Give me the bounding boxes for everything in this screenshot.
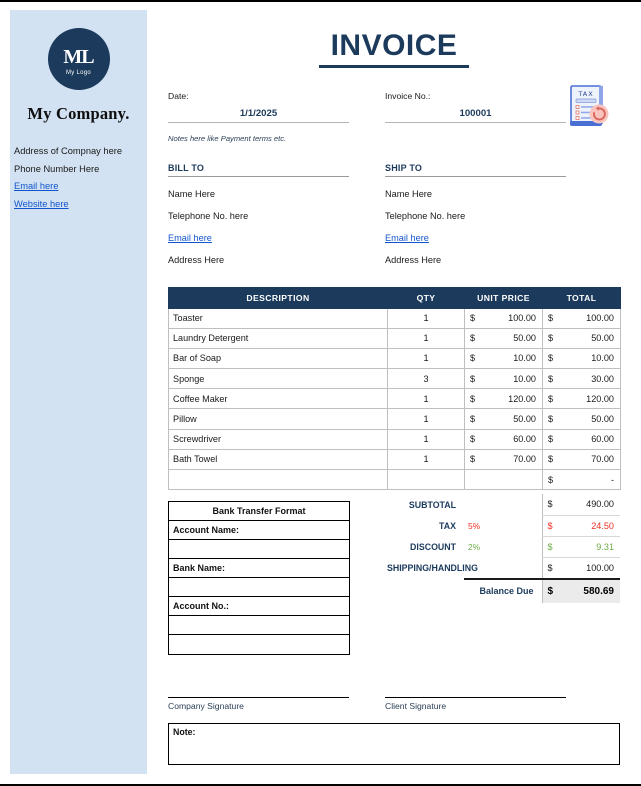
unit-price-value: 100.00 bbox=[508, 313, 536, 324]
currency-symbol: $ bbox=[470, 454, 476, 465]
currency-symbol: $ bbox=[548, 454, 554, 465]
total-value: 50.00 bbox=[591, 333, 614, 344]
balance-due-amount-cell bbox=[542, 579, 620, 603]
currency-symbol: $ bbox=[470, 434, 476, 445]
cell-total[interactable] bbox=[543, 449, 621, 469]
table-row bbox=[169, 369, 621, 389]
cell-qty[interactable]: 1 bbox=[388, 429, 465, 449]
ship-to-telephone: Telephone No. here bbox=[385, 210, 466, 221]
bill-to-email-link[interactable]: Email here bbox=[168, 232, 212, 243]
cell-unit-price[interactable] bbox=[465, 348, 543, 368]
currency-symbol: $ bbox=[548, 313, 554, 324]
invoice-number-field bbox=[385, 91, 566, 123]
company-signature-label: Company Signature bbox=[168, 701, 244, 711]
payment-notes: Notes here like Payment terms etc. bbox=[168, 133, 287, 143]
party-row bbox=[168, 163, 620, 265]
currency-symbol: $ bbox=[548, 474, 554, 485]
date-field bbox=[168, 91, 349, 123]
account-no-label: Account No.: bbox=[173, 601, 229, 611]
cell-total[interactable] bbox=[543, 389, 621, 409]
cell-qty[interactable] bbox=[388, 470, 465, 490]
discount-value: 9.31 bbox=[596, 541, 614, 552]
cell-description[interactable] bbox=[169, 470, 388, 490]
bill-to-name: Name Here bbox=[168, 188, 215, 199]
cell-qty[interactable]: 1 bbox=[388, 409, 465, 429]
cell-unit-price[interactable] bbox=[465, 470, 543, 490]
balance-due-label: Balance Due bbox=[464, 579, 542, 603]
cell-total[interactable] bbox=[543, 308, 621, 328]
subtotal-value: 490.00 bbox=[586, 499, 614, 510]
bill-to-heading: BILL TO bbox=[168, 163, 349, 177]
company-address: Address of Compnay here bbox=[14, 146, 123, 156]
bank-transfer-box bbox=[168, 501, 350, 655]
cell-unit-price[interactable] bbox=[465, 389, 543, 409]
table-header-row bbox=[169, 287, 621, 308]
unit-price-value: 50.00 bbox=[513, 333, 536, 344]
shipping-currency: $ bbox=[547, 562, 553, 573]
table-row bbox=[169, 308, 621, 328]
subtotal-label: SUBTOTAL bbox=[408, 499, 456, 510]
account-name-label: Account Name: bbox=[173, 525, 240, 535]
company-name: My Company. bbox=[27, 104, 130, 123]
table-row bbox=[169, 409, 621, 429]
unit-price-value: 10.00 bbox=[513, 373, 536, 384]
title-underline bbox=[319, 65, 469, 68]
logo-monogram: ML bbox=[63, 45, 94, 68]
currency-symbol: $ bbox=[548, 373, 554, 384]
tax-percent[interactable]: 5% bbox=[468, 520, 481, 531]
company-website-link[interactable]: Website here bbox=[14, 198, 69, 209]
currency-symbol: $ bbox=[470, 353, 476, 364]
table-row bbox=[169, 429, 621, 449]
table-row bbox=[169, 449, 621, 469]
cell-unit-price[interactable] bbox=[465, 328, 543, 348]
bank-extra-row[interactable] bbox=[169, 635, 349, 654]
currency-symbol: $ bbox=[470, 414, 476, 425]
bank-box-title bbox=[169, 502, 349, 521]
cell-unit-price[interactable] bbox=[465, 449, 543, 469]
tax-label: TAX bbox=[439, 520, 456, 531]
line-items-table bbox=[168, 287, 621, 491]
cell-description[interactable]: Coffee Maker bbox=[169, 389, 388, 409]
note-label: Note: bbox=[173, 727, 196, 737]
unit-price-value: 60.00 bbox=[513, 434, 536, 445]
table-row bbox=[169, 389, 621, 409]
cell-description[interactable]: Bar of Soap bbox=[169, 348, 388, 368]
balance-due-value: 580.69 bbox=[583, 585, 614, 597]
logo-circle-icon bbox=[48, 28, 110, 90]
cell-description[interactable]: Bath Towel bbox=[169, 449, 388, 469]
ship-to-address: Address Here bbox=[385, 254, 442, 265]
company-email-link[interactable]: Email here bbox=[14, 181, 59, 192]
invoice-number-label: Invoice No.: bbox=[385, 90, 431, 101]
currency-symbol: $ bbox=[470, 393, 476, 404]
cell-qty[interactable]: 1 bbox=[388, 348, 465, 368]
cell-unit-price[interactable] bbox=[465, 429, 543, 449]
bill-to-address: Address Here bbox=[168, 254, 225, 265]
shipping-amount-cell bbox=[542, 557, 620, 579]
column-header-unit-price: UNIT PRICE bbox=[465, 287, 543, 308]
discount-currency: $ bbox=[547, 541, 553, 552]
bank-account-name-value-row[interactable] bbox=[169, 540, 349, 559]
subtotal-amount-cell bbox=[542, 494, 620, 515]
ship-to-block bbox=[385, 163, 566, 265]
cell-description[interactable]: Screwdriver bbox=[169, 429, 388, 449]
currency-symbol: $ bbox=[470, 373, 476, 384]
cell-total[interactable] bbox=[543, 409, 621, 429]
total-value: 70.00 bbox=[591, 454, 614, 465]
client-signature-block bbox=[385, 697, 566, 711]
total-value: 120.00 bbox=[586, 393, 614, 404]
logo-subtext: My Logo bbox=[65, 69, 92, 76]
invoice-main bbox=[168, 2, 620, 490]
bank-name-value-row[interactable] bbox=[169, 578, 349, 597]
cell-unit-price[interactable] bbox=[465, 369, 543, 389]
bank-account-no-label-row bbox=[169, 597, 349, 616]
tax-amount-cell bbox=[542, 515, 620, 536]
cell-qty[interactable]: 1 bbox=[388, 328, 465, 348]
cell-total[interactable] bbox=[543, 470, 621, 490]
company-contact-block bbox=[10, 140, 147, 210]
company-sidebar bbox=[10, 10, 147, 774]
cell-description[interactable]: Sponge bbox=[169, 369, 388, 389]
cell-unit-price[interactable] bbox=[465, 409, 543, 429]
ship-to-email-link[interactable]: Email here bbox=[385, 232, 429, 243]
cell-qty[interactable]: 1 bbox=[388, 389, 465, 409]
tax-currency: $ bbox=[547, 520, 553, 531]
tax-value: 24.50 bbox=[591, 520, 614, 531]
bank-box-title-text: Bank Transfer Format bbox=[212, 506, 306, 516]
date-value[interactable]: 1/1/2025 bbox=[168, 101, 349, 123]
page-title: INVOICE bbox=[330, 29, 458, 62]
total-value: - bbox=[610, 474, 614, 485]
ship-to-name: Name Here bbox=[385, 188, 432, 199]
currency-symbol: $ bbox=[548, 353, 554, 364]
company-logo bbox=[48, 28, 110, 90]
cell-qty[interactable]: 1 bbox=[388, 308, 465, 328]
currency-symbol: $ bbox=[548, 414, 554, 425]
unit-price-value: 50.00 bbox=[513, 414, 536, 425]
currency-symbol: $ bbox=[548, 333, 554, 344]
total-value: 60.00 bbox=[591, 434, 614, 445]
bill-to-telephone: Telephone No. here bbox=[168, 210, 249, 221]
cell-unit-price[interactable] bbox=[465, 308, 543, 328]
column-header-total: TOTAL bbox=[543, 287, 621, 308]
bank-name-label-row bbox=[169, 559, 349, 578]
signature-row bbox=[168, 697, 620, 711]
bank-account-no-value-row[interactable] bbox=[169, 616, 349, 635]
balance-due-currency: $ bbox=[547, 585, 554, 597]
total-value: 50.00 bbox=[591, 414, 614, 425]
cell-total[interactable] bbox=[543, 348, 621, 368]
column-header-qty: QTY bbox=[388, 287, 465, 308]
cell-description[interactable]: Laundry Detergent bbox=[169, 328, 388, 348]
cell-total[interactable] bbox=[543, 328, 621, 348]
unit-price-value: 120.00 bbox=[508, 393, 536, 404]
total-value: 100.00 bbox=[586, 313, 614, 324]
discount-amount-cell bbox=[542, 536, 620, 557]
currency-symbol: $ bbox=[470, 333, 476, 344]
company-phone: Phone Number Here bbox=[14, 163, 100, 174]
shipping-label: SHIPPING/HANDLING bbox=[387, 562, 478, 573]
shipping-value: 100.00 bbox=[586, 562, 614, 573]
ship-to-heading: SHIP TO bbox=[385, 163, 566, 177]
cell-description[interactable]: Pillow bbox=[169, 409, 388, 429]
cell-qty[interactable]: 1 bbox=[388, 449, 465, 469]
bank-name-label: Bank Name: bbox=[173, 563, 226, 573]
discount-percent[interactable]: 2% bbox=[468, 541, 481, 552]
currency-symbol: $ bbox=[548, 393, 554, 404]
client-signature-label: Client Signature bbox=[385, 701, 447, 711]
table-row bbox=[169, 348, 621, 368]
cell-total[interactable] bbox=[543, 369, 621, 389]
invoice-meta-row bbox=[168, 91, 620, 123]
table-row bbox=[169, 470, 621, 490]
cell-description[interactable]: Toaster bbox=[169, 308, 388, 328]
svg-text:TAX: TAX bbox=[578, 89, 594, 98]
date-label: Date: bbox=[168, 90, 189, 101]
subtotal-currency: $ bbox=[547, 499, 553, 510]
cell-total[interactable] bbox=[543, 429, 621, 449]
unit-price-value: 10.00 bbox=[513, 353, 536, 364]
column-header-description: DESCRIPTION bbox=[169, 287, 388, 308]
company-signature-block bbox=[168, 697, 349, 711]
currency-symbol: $ bbox=[548, 434, 554, 445]
currency-symbol: $ bbox=[470, 313, 476, 324]
tax-document-icon bbox=[566, 83, 612, 131]
bill-to-block bbox=[168, 163, 349, 265]
discount-label: DISCOUNT bbox=[410, 541, 456, 552]
bank-account-name-label-row bbox=[169, 521, 349, 540]
cell-qty[interactable]: 3 bbox=[388, 369, 465, 389]
table-row bbox=[169, 328, 621, 348]
note-box[interactable] bbox=[168, 723, 620, 765]
total-value: 10.00 bbox=[591, 353, 614, 364]
total-value: 30.00 bbox=[591, 373, 614, 384]
unit-price-value: 70.00 bbox=[513, 454, 536, 465]
invoice-number-value[interactable]: 100001 bbox=[385, 101, 566, 123]
